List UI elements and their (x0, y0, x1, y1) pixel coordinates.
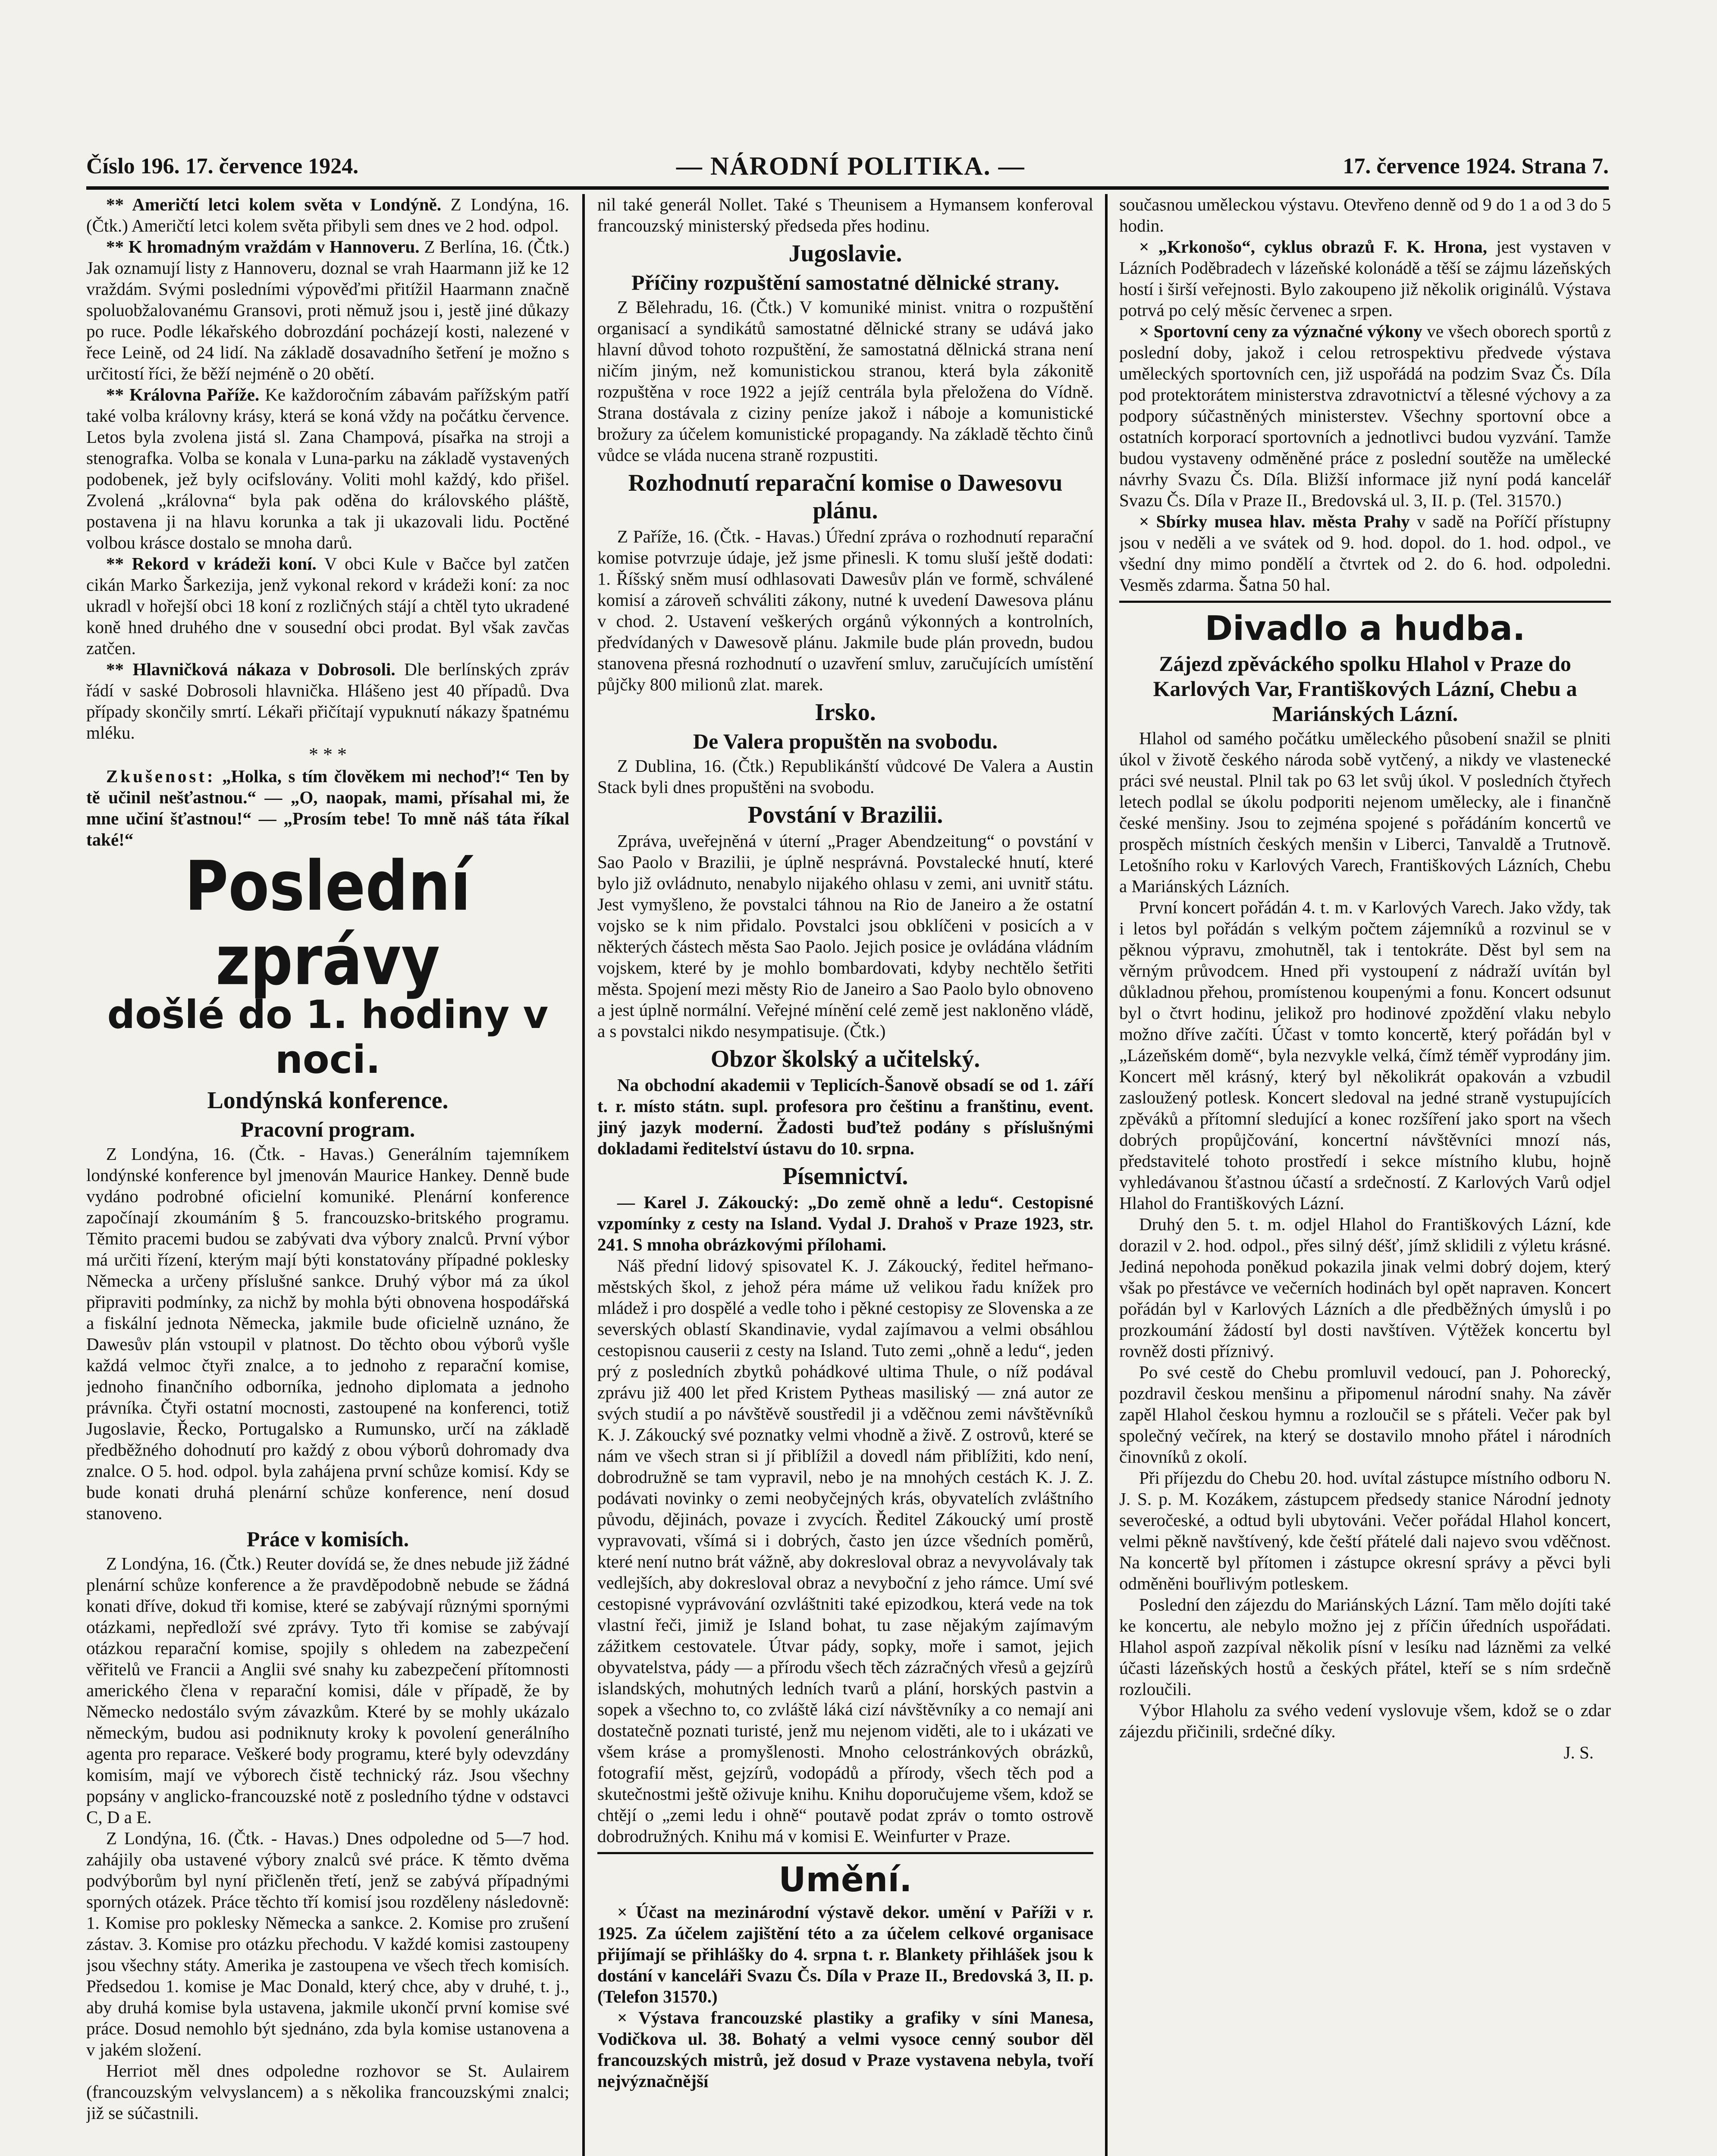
anecdote: Zkušenost: „Holka, s tím člověkem mi nechoď!“ Ten by tě učinil nešťastnou.“ — „O, naopak, mami, přísahal mi, že mne učiní šťastnou!“ — „Prosím tebe! To mně náš táta říkal také!“ (86, 766, 569, 849)
section-heading: Jugoslavie. (788, 240, 902, 267)
article-paragraph: Náš přední lidový spisovatel K. J. Zákoucký, ředitel heřmano-městských škol, z jehož péra máme už velikou řadu knížek pro mládež i pro dospělé a vedle toho i pěkné cestopisy ze Slovenska a ze severských oblastí Skandinavie, vydal zajímavou a velmi obsáhlou cestopisnou causerii z cesty na Island. Tuto zemi „ohně a ledu“, jeden prý z posledních zbytků pohádkové ultima Thule, o níž podával zprávu již 400 let před Kristem Pytheas masiliský — zná autor ze svých studií a po návštěvě soustředil ji a vděčnou zemi návštěvníků K. J. Zákoucký své poznatky velmi vhodně a živě. Z ostrovů, které se nám ve všech stran si jí přiblížil a dovedl nám přiblížiti, kdo není, dobrodružně se tam vypravil, nebo je na mnohých cestách K. J. Z. podávati novinky o zemi neobyčejných krás, obyvatelích zvláštního původu, dějinách, povaze i zvycích. Ředitel Zákoucký umí prostě vypravovati, všímá si i dobrých, často jen úzce všedních poměrů, které není nutno brát vážně, aby dokresloval obraz a nevyvolávaly tak vedlejších, aby dokresloval obraz a nevyboční z jeho rámce. Umí své cestopisné vyprávování ozvláštniti také epizodkou, která vede na tok vlastní řeči, jimiž je Island bohat, tu zase nějakým zajímavým zážitkem cestovatele. Útvar pády, sopky, moře i samot, jejich obyvatelstva, pády — a přírodu všech těch zázračných vřesů a gejzírů islandských, mohutných ledních tvarů a plání, horských pastvin a sopek a všechno to, co zvláště láká cizí návštěvníky a co nemají ani dostatečně poznati turisté, jenž mu nejenom viděti, ale to i ukázati ve všem kráse a promyšlenosti. Mnoho celostránkových obrázků, fotografií měst, gejzírů, vodopádů a přírody, všech těch pod a skutečnostmi ještě oživuje knihu. Knihu doporučujeme všem, kdož se chtějí o „zemi ledu i ohně“ poutavě podat zpráv o tomto ostrově dobrodružných. Knihu má v komisi E. Weinfurter v Praze. (597, 1256, 1093, 1846)
column-divider (1105, 194, 1108, 2156)
book-title: — Karel J. Zákoucký: „Do země ohně a ledu“. Cestopisné vzpomínky z cesty na Island. Vydal J. Drahoš v Praze 1923, str. 241. S mnoha obrázkovými přílohami. (597, 1192, 1093, 1254)
subsection-heading: Pracovní program. (240, 1117, 415, 1141)
article-paragraph: Z Paříže, 16. (Čtk. - Havas.) Úřední zpráva o rozhodnutí reparační komise potvrzuje údaje, jež jsme přinesli. K tomu sluší ještě dodati: 1. Říšský sněm musí odhlasovati Dawesův plán ve formě, schválené komisí a zároveň schváliti zákony, nutné k uvedení Dawesova plánu v chod. 2. Ustavení veškerých orgánů výkonných a kontrolních, předvídaných v Dawesově plánu. Jakmile bude plán provedn, budou stanovena přesná rozhodnutí o uzavření smluv, zaručujících umístění půjčky 800 milionů zlat. marek. (597, 526, 1093, 694)
section-heading: Irsko. (815, 699, 876, 726)
separator-stars: * * * (309, 744, 347, 765)
article-paragraph: Po své cestě do Chebu promluvil vedoucí, pan J. Pohorecký, pozdravil českou menšinu a připomenul národní snahy. Na závěr zapěl Hlahol českou hymnu a rozloučil se s přáteli. Večer pak byl společný večírek, na který se dostavilo mnoho přátel i národních činovníků z okolí. (1119, 1362, 1611, 1467)
news-item: × Výstava francouzské plastiky a grafiky v síni Manesa, Vodičkova ul. 38. Bohatý a velmi vysoce cenný soubor děl francouzských mistrů, jež dosud v Praze vystavena nebyla, tvoří nejvýznačnější (597, 2008, 1093, 2091)
news-item: × Sportovní ceny za význačné výkony ve všech oborech sportů z poslední doby, jakož i celou retrospektivu předvede výstava uměleckých sportovních cen, již uspořádá na podzim Svaz Čs. Díla pod protektorátem ministerstva zdravotnictví a tělesné výchovy a za podpory súčastněných ministerstev. Všechny sportovní obce a ostatních korporací sportovních a jednotlivci budou vyzvání. Tamže budou vystaveny odměněné práce z poslední soutěže na umělecké návrhy Svazu Čs. Díla. Bližší informace již nyní podá kancelář Svazu Čs. Díla v Praze II., Bredovská ul. 3, II. p. (Tel. 31570.) (1119, 321, 1611, 510)
page-number: 17. července 1924. Strana 7. (1343, 154, 1609, 179)
section-heading: Umění. (778, 1861, 912, 1899)
news-item: × „Krkonošo“, cyklus obrazů F. K. Hrona, jest vystaven v Lázních Poděbradech v lázeňské kolonádě a těší se zájmu lázeňských hostí i širší veřejnosti. Bylo zakoupeno již několik originálů. Výstava potrvá po celý měsíc červenec a srpen. (1119, 237, 1611, 320)
article-paragraph: Při příjezdu do Chebu 20. hod. uvítal zástupce místního odboru N. J. S. p. M. Kozákem, zástupcem předsedy stanice Národní jednoty severočeské, a odtud byli ubytováni. Večer pořádal Hlahol koncert, velmi pěkně navštívený, kde čeští přátelé dali najevo svou vděčnost. Na koncertě byl přítomen i zástupce okresní správy a pěvci byli odměněni bouřlivým potleskem. (1119, 1468, 1611, 1593)
article-paragraph: Z Londýna, 16. (Čtk.) Reuter dovídá se, že dnes nebude již žádné plenární schůze konference a že pravděpodobně nebude se žádná konati dříve, dokud tři komise, které se zabývají různými spornými otázkami, nepředloží své zprávy. Tyto tři komise se zabývají otázkou reparační komise, spojily s ohledem na zabezpečení věřitelů ve Francii a Anglii své snahy ku zabezpečení přítomnosti amerického člena v reparační komisi, dále v případě, že by Německo nedostálo svým závazkům. Které by se mohly ukázalo německým, budou asi podniknuty kroky k povolení generálního agenta pro reparace. Veškeré body programu, které byly odevzdány komisím, mají ve výborech čistě technický ráz. Jsou všechny popsány v anglicko-francouzské notě z posledního týdne v odstavci C, D a E. (86, 1554, 569, 1827)
masthead (86, 147, 1609, 185)
author-signature: J. S. (1563, 1742, 1594, 1762)
news-item: × Účast na mezinárodní výstavě dekor. umění v Paříži v r. 1925. Za účelem zajištění této a za účelem celkové organisace přijímají se přihlášky do 4. srpna t. r. Blankety přihlášek jsou k dostání v kanceláři Svazu Čs. Díla v Praze II., Bredovská 3, II. p. (Telefon 31570.) (597, 1902, 1093, 2006)
subsection-heading: Práce v komisích. (246, 1527, 409, 1551)
article-paragraph: Z Londýna, 16. (Čtk. - Havas.) Generálním tajemníkem londýnské konference byl jmenován Maurice Hankey. Denně bude vydáno podrobné oficielní komuniké. Plenární konference započínají zkoumáním § 5. francouzsko-britského programu. Těmito pracemi budou se zabývati dva výbory znalců. První výbor má určiti řízení, kterým mají býti konstatovány případné poklesky Německa a určeny příslušné sankce. Druhý výbor má za úkol připraviti podmínky, za nichž by mohla býti obnovena hospodářská a fiskální jednota Německa, jakmile bude oficielně uznáno, že Dawesův plán vstoupil v platnost. Do těchto obou výborů vyšle každá velmoc čtyři znalce, a to jednoho z reparační komise, jednoho finančního odborníka, jednoho diplomata a jednoho právníka. Čtyři ostatní mocnosti, zastoupené na konferenci, totiž Jugoslavie, Řecko, Portugalsko a Rumunsko, určí na základě předběžného dohodnutí pro každý z obou výborů dohromady dva znalce. O 5. hod. odpol. byla zahájena první schůze komisí. Kdy se bude konati druhá plenární schůze konference, není dosud stanoveno. (86, 1144, 569, 1523)
section-heading: Rozhodnutí reparační komise o Dawesovu plánu. (628, 470, 1063, 524)
article-paragraph: Výbor Hlaholu za svého vedení vyslovuje všem, kdož se o zdar zájezdu přičinili, srdečné díky. (1119, 1700, 1611, 1741)
section-heading: Obzor školský a učitelský. (710, 1046, 980, 1072)
news-item: ** Rekord v krádeži koní. V obci Kule v Bačce byl zatčen cikán Marko Šarkezija, jenž vykonal rekord v krádeži koní: za noc ukradl v hořejší obci 18 koní z rozličných stájí a chtěl tyto ukradené koně hned druhého dne v sousední obci prodat. Byl však zavčas zatčen. (86, 554, 569, 658)
article-paragraph: Zpráva, uveřejněná v úterní „Prager Abendzeitung“ o povstání v Sao Paolo v Brazilii, je úplně nesprávná. Povstalecké hnutí, které bylo již ovládnuto, nenabylo nijakého ohlasu v zemi, ani uvnitř státu. Jest vymyšleno, že povstalci táhnou na Rio de Janeiro a že ostatní vojsko se k nim přidalo. Povstalci jsou obklíčeni v posicích a v některých částech města Sao Paolo. Jejich posice je ovládána vládním vojskem, které by je mohlo bombardovati, kdyby nechtělo šetřiti města. Spojení mezi městy Rio de Janeiro a Sao Paolo bylo obnoveno a jest úplně normální. Veřejné mínění celé země jest nakloněno vládě, a s povstalci nikdo nesympatisuje. (Čtk.) (597, 831, 1093, 1041)
article-paragraph: současnou uměleckou výstavu. Otevřeno denně od 9 do 1 a od 3 do 5 hodin. (1119, 194, 1611, 235)
column-3 (1119, 194, 1611, 2156)
article-paragraph: Herriot měl dnes odpoledne rozhovor se St. Aulairem (francouzským velvyslancem) a s několika francouzskými znalci; již se súčastnili. (86, 2061, 569, 2123)
article-paragraph: Z Dublina, 16. (Čtk.) Republikánští vůdcové De Valera a Austin Stack byli dnes propuštěni na svobodu. (597, 756, 1093, 797)
section-heading: Písemnictví. (782, 1163, 908, 1190)
article-paragraph: nil také generál Nollet. Také s Theunisem a Hymansem konferoval francouzský ministerský předseda přes hodinu. (597, 194, 1093, 235)
news-item: × Sbírky musea hlav. města Prahy v sadě na Poříčí přístupny jsou v neděli a ve svátek od 9. hod. dopol. do 1. hod. odpol., ve všední dny mimo pondělí a čtvrtek od 2. do 6. hod. odpoledni. Vesměs zdarma. Šatna 50 hal. (1119, 511, 1611, 595)
masthead-rule (86, 186, 1609, 190)
section-rule (597, 1852, 1093, 1854)
news-item: ** Američtí letci kolem světa v Londýně. Z Londýna, 16. (Čtk.) Američtí letci kolem světa přibyli sem dnes ve 2 hod. odpol. (86, 194, 569, 235)
column-1 (86, 194, 569, 2156)
column-2 (597, 194, 1093, 2156)
section-heading: Povstání v Brazilii. (747, 802, 943, 828)
subheadline-latest-news: došlé do 1. hodiny v noci. (107, 992, 549, 1082)
section-rule (1119, 601, 1611, 603)
section-heading: Londýnská konference. (207, 1087, 449, 1114)
subsection-heading: De Valera propuštěn na svobodu. (693, 729, 998, 753)
article-paragraph: Z Londýna, 16. (Čtk. - Havas.) Dnes odpoledne od 5—7 hod. zahájily oba ustavené výbory znalců své práce. K těmto dvěma podvýborům byl nyní přičleněn třetí, jenž se zabývá případnými sporných otázek. Práce těchto tří komisí jsou rozděleny následovně: 1. Komise pro poklesky Německa a sankce. 2. Komise pro zrušení zástav. 3. Komise pro otázku přechodu. V každé komisi zastoupeny jsou všechny státy. Amerika je zastoupena ve všech třech komisích. Předsedou 1. komise je Mac Donald, který chce, aby v druhé, t. j., aby druhá komise byla ustavena, jakmile ukončí první komise své práce. Dosud nemohlo být sjednáno, zda byla komise ustanovena a v jakém složení. (86, 1828, 569, 2059)
subsection-heading: Příčiny rozpuštění samostatné dělnické strany. (631, 270, 1060, 295)
news-item: ** K hromadným vraždám v Hannoveru. Z Berlína, 16. (Čtk.) Jak oznamují listy z Hannoveru, doznal se vrah Haarmann již ke 12 vraždám. Svými posledními výpověďmi přitížil Haarmann značně spoluobžalovanému Gransovi, proti němuž jsou i, jestě jiné důkazy po ruce. Podle lékařského dobrozdání pocházejí kosti, nalezené v řece Leině, od 24 lidí. Na základě dosavadního šetření je možno s určitostí říci, že běží nejméně o 20 obětí. (86, 237, 569, 383)
news-item: ** Hlavničková nákaza v Dobrosoli. Dle berlínských zpráv řádí v saské Dobrosoli hlavnička. Hlášeno jest 40 případů. Dva případy skončily smrtí. Lékaři přičítají vypuknutí nákazy špatnému mléku. (86, 659, 569, 743)
article-paragraph: Z Bělehradu, 16. (Čtk.) V komuniké minist. vnitra o rozpuštění organisací a syndikátů samostatné dělnické strany se udává jako hlavní důvod tohoto rozpuštění, že samostatná dělnická strana není ničím jiným, než komunistickou stranou, která byla zákonitě rozpuštěna v roce 1922 a jejíž centrála byla přeložena do Vídně. Strana dostávala z ciziny peníze jakož i náboje a komunistické brožury za účelem komunistické propagandy. Na základě těchto činů vůdce se vláda nucena straně rozpustiti. (597, 297, 1093, 465)
article-paragraph: Druhý den 5. t. m. odjel Hlahol do Františkových Lázní, kde dorazil v 2. hod. odpol., přes silný déšť, jímž sklidili z výletu krásné. Jediná nepohoda poněkud pokazila jinak velmi dobrý dojem, který však po přestávce ve večerních hodinách byl opět napraven. Koncert pořádán byl v Karlových Lázních a dle předběžných úmyslů i po prozkoumání žádostí byl dosti navštíven. Výtěžek koncertu byl rovněž dosti příznivý. (1119, 1214, 1611, 1361)
article-paragraph: Poslední den zájezdu do Mariánských Lázní. Tam mělo dojíti také ke koncertu, ale nebylo možno jej z příčin úředních uspořádati. Hlahol aspoň zazpíval několik písní v lesíku nad lázněmi za velké účasti lázeňských hostů a českých přátel, kteří se s ním srdečně rozloučili. (1119, 1595, 1611, 1699)
issue-number: Číslo 196. 17. července 1924. (86, 154, 359, 179)
news-item: ** Královna Paříže. Ke každoročním zábavám pařížským patří také volba královny krásy, která se koná vždy na počátku července. Letos byla zvolena jistá sl. Zana Champová, písařka na stroji a stenografka. Volba se konala v Luna-parku na základě vystavených podobenek, jež byly ocifslovány. Voliti mohl každý, kdo přišel. Zvolená „královna“ byla pak oděna do královského pláště, postavena ji na hlavu korunka a tak ji ukazovali lidu. Poctěné volbou krásce dostalo se mnoha darů. (86, 385, 569, 552)
headline-latest-news: Poslední zprávy (185, 846, 471, 1001)
article-paragraph: Na obchodní akademii v Teplicích-Šanově obsadí se od 1. září t. r. místo státn. supl. profesora pro češtinu a franštinu, event. jiný jazyk moderní. Žadosti buďtež podány s příslušnými dokladami ředitelství ústavu do 10. srpna. (597, 1075, 1093, 1158)
subsection-heading: Zájezd zpěváckého spolku Hlahol v Praze do Karlových Var, Františkových Lázní, Chebu a Mariánských Lázní. (1153, 652, 1577, 726)
article-paragraph: Hlahol od samého počátku uměleckého působení snažil se plniti úkol v životě českého národa sobě vytčený, a nikdy ve vlastenecké práci své neustal. Plnil tak po 63 let svůj úkol. V posledních čtyřech letech podlal se úkolu podporiti nejenom umělecky, ale i finančně české menšiny. Jsou to zejména spojené s pořádáním koncertů ve prospěch místních českých menšin v Liberci, Tanvaldě a Trutnově. Letošního roku v Karlových Varech, Františkových Lázních, Chebu a Mariánských Lázních. (1119, 728, 1611, 896)
article-paragraph: První koncert pořádán 4. t. m. v Karlových Varech. Jako vždy, tak i letos byl pořádán s velkým počtem zájemníků a rozvinul se v pěknou výpravu, zmohutněl, tak i tentokráte. Děst byl sem na věrným průvodcem. Hned při vystoupení z nádraží uvítán byl důkladnou přehou, promístenou koupenými a fonu. Koncert odsunut byl o čtvrt hodinu, jelikož pro hodinové zpoždění vlaku nebylo možno dříve začíti. Účast v tomto koncertě, který pořádán byl v „Lázeňském domě“, byla nezvykle velká, čímž téměř vyprodány jim. Koncert měl krásný, který byl několikrát opakován a vzbudil zasloužený potlesk. Koncert sledoval na jedné straně vystupujících zpěváků a přítomní sledující a konec rozšíření jako sport na všech dobrých propůjčování, koncertní návštěvníci mnozí nás, představitelé tohoto prostředí i sekce místního klubu, hojně vyhledávanou šťastnou účastí a srdečností. Z Karlových Varů odjel Hlahol do Františkových Lázní. (1119, 897, 1611, 1213)
section-heading: Divadlo a hudba. (1205, 609, 1526, 648)
newspaper-title: — NÁRODNÍ POLITIKA. — (676, 151, 1025, 180)
column-divider (582, 194, 585, 2156)
